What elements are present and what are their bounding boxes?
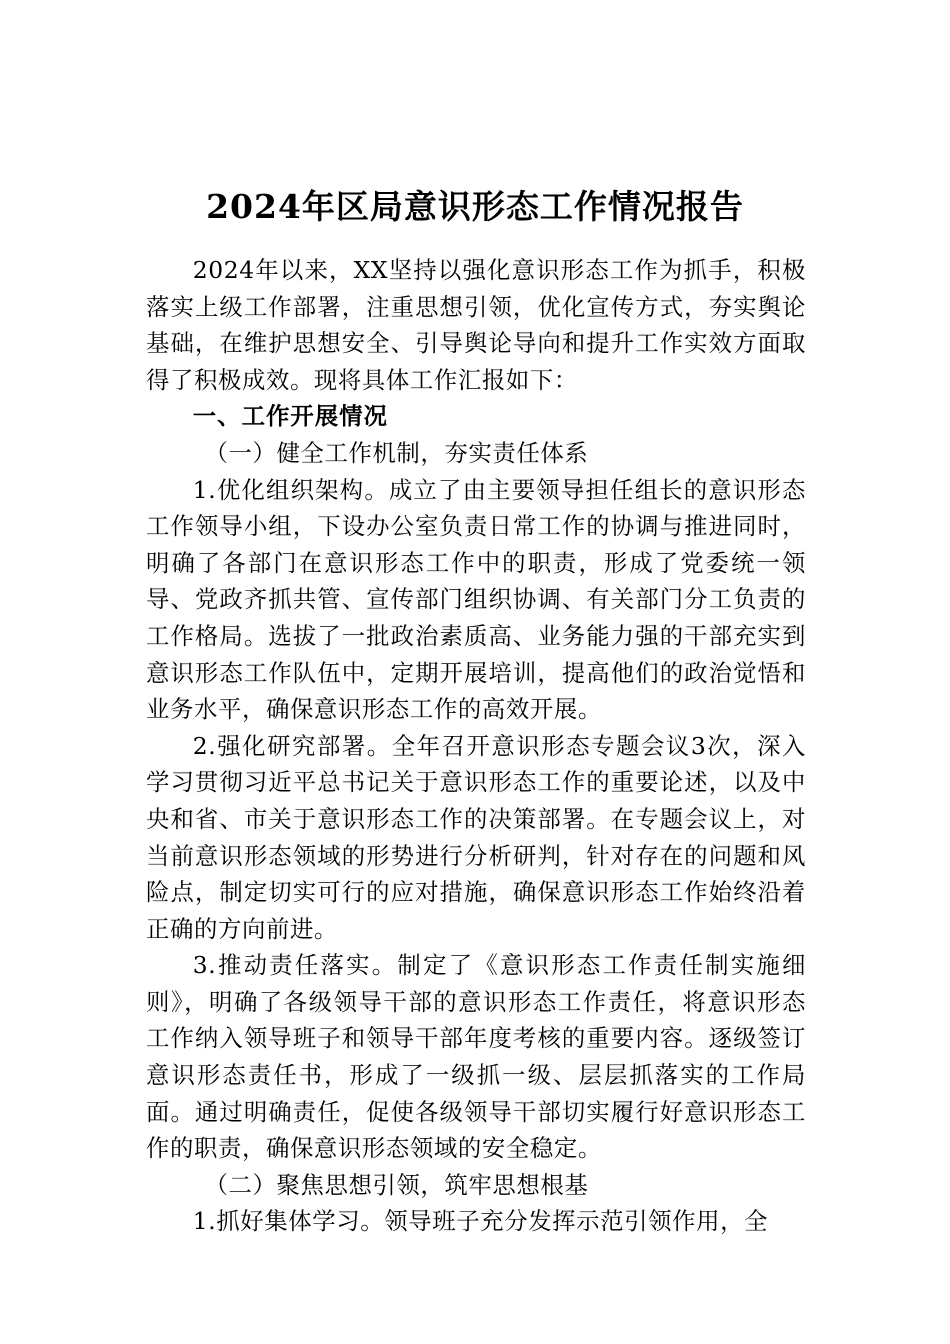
subsection-heading-2: （二）聚焦思想引领，筑牢思想根基 (204, 1170, 589, 1199)
document-body (146, 252, 806, 1240)
document-title: 2024年区局意识形态工作情况报告 (206, 187, 744, 227)
intro-paragraph: 2024年以来，XX坚持以强化意识形态工作为抓手，积极落实上级工作部署，注重思想引领，优化宣传方式，夯实舆论基础，在维护思想安全、引导舆论导向和提升工作实效方面取得了积极成效。现将具体工作汇报如下： (146, 256, 806, 394)
paragraph-1-1: 1.优化组织架构。成立了由主要领导担任组长的意识形态工作领导小组，下设办公室负责日常工作的协调与推进同时，明确了各部门在意识形态工作中的职责，形成了党委统一领导、党政齐抓共管、宣传部门组织协调、有关部门分工负责的工作格局。选拔了一批政治素质高、业务能力强的干部充实到意识形态工作队伍中，定期开展培训，提高他们的政治觉悟和业务水平，确保意识形态工作的高效开展。 (146, 475, 806, 724)
paragraph-2-1: 1.抓好集体学习。领导班子充分发挥示范引领作用，全 (192, 1207, 769, 1236)
subsection-heading-1: （一）健全工作机制，夯实责任体系 (204, 438, 589, 467)
paragraph-1-3: 3.推动责任落实。制定了《意识形态工作责任制实施细则》，明确了各级领导干部的意识形态工作责任，将意识形态工作纳入领导班子和领导干部年度考核的重要内容。逐级签订意识形态责任书，形成了一级抓一级、层层抓落实的工作局面。通过明确责任，促使各级领导干部切实履行好意识形态工作的职责，确保意识形态领域的安全稳定。 (146, 951, 806, 1163)
paragraph-1-2: 2.强化研究部署。全年召开意识形态专题会议3次，深入学习贯彻习近平总书记关于意识形态工作的重要论述，以及中央和省、市关于意识形态工作的决策部署。在专题会议上，对当前意识形态领域的形势进行分析研判，针对存在的问题和风险点，制定切实可行的应对措施，确保意识形态工作始终沿着正确的方向前进。 (146, 731, 806, 943)
section-heading-1: 一、工作开展情况 (192, 402, 388, 431)
